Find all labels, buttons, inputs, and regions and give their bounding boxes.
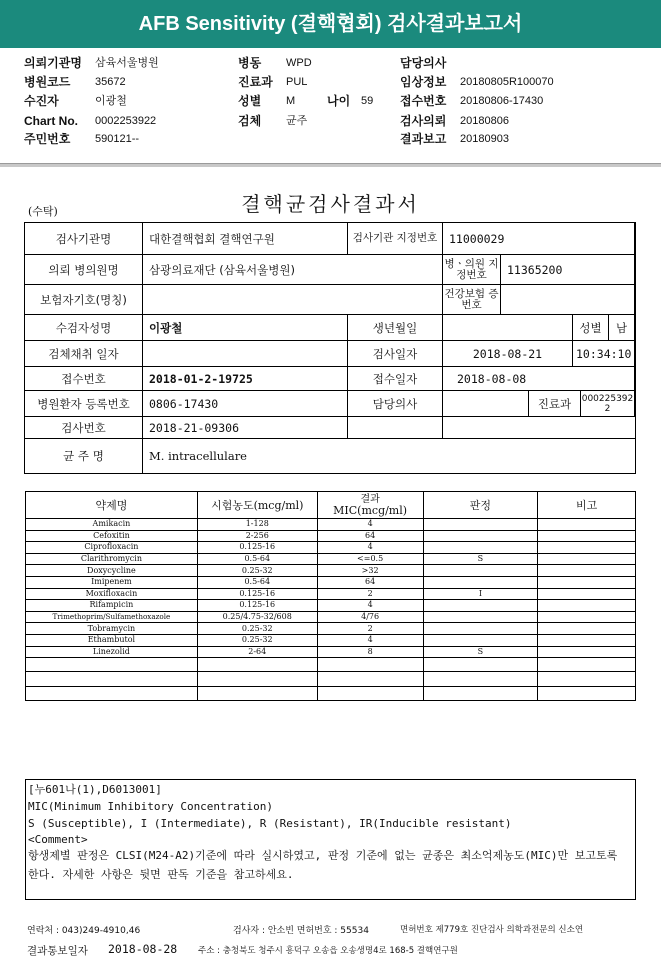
cell-judge (423, 519, 538, 531)
cell-empty (26, 686, 198, 700)
hosp-code-value: 11365200 (501, 255, 635, 285)
field-label: 주민번호 (24, 132, 71, 146)
field-label: 검체 (238, 114, 262, 128)
cell-note (538, 634, 636, 646)
cell-empty (423, 658, 538, 672)
field-value: 0002253922 (95, 115, 157, 127)
dept-label: 진료과 (529, 391, 581, 417)
field-value: 균주 (286, 115, 308, 127)
field-value: 20180806 (460, 115, 509, 127)
cell-note (538, 553, 636, 565)
document-title: 결핵균검사결과서 (241, 192, 420, 216)
cell-conc: 0.5-64 (197, 553, 317, 565)
birth-value (443, 315, 573, 341)
field-label: 수진자 (24, 94, 59, 108)
cell-empty (197, 658, 317, 672)
footer-contact: 연락처 : 043)249-4910,46 (27, 926, 141, 936)
table-row-empty (26, 686, 636, 700)
cell-mic: 4/76 (317, 611, 423, 623)
field-value: 이광철 (95, 95, 127, 107)
cell-conc: 0.125-16 (197, 588, 317, 600)
field-label: 접수번호 (400, 94, 447, 108)
cell-judge: S (423, 553, 538, 565)
cell-conc: 2-64 (197, 646, 317, 658)
doctor-label: 담당의사 (348, 391, 443, 417)
cell-empty (423, 672, 538, 686)
comment-line: MIC(Minimum Inhibitory Concentration) (28, 799, 274, 813)
field-label: 검사의뢰 (400, 114, 447, 128)
cell-empty (538, 672, 636, 686)
field-value: 20180806-17430 (460, 95, 544, 107)
cell-empty (317, 686, 423, 700)
footer-notify-date: 2018-08-28 (108, 942, 178, 956)
patient-info-table (24, 222, 636, 474)
field-value: M (286, 95, 296, 107)
comment-line: S (Susceptible), I (Intermediate), R (Resistant), IR(Inducible resistant) (28, 817, 512, 830)
cell-mic: 4 (317, 542, 423, 554)
table-row (26, 553, 636, 565)
cell-drug: Doxycycline (26, 565, 198, 577)
cell-conc: 0.25-32 (197, 565, 317, 577)
inst-code-value: 11000029 (443, 223, 635, 255)
comment-box (25, 779, 636, 900)
cell-conc: 0.125-16 (197, 600, 317, 612)
patient-label: 수검자성명 (25, 315, 143, 341)
testno-blank (348, 417, 443, 439)
footer-address: 주소 : 충청북도 청주시 흥덕구 오송읍 오송생명4로 168-5 결핵연구원 (198, 946, 458, 956)
footer-license: 면허번호 제779호 진단검사 의학과전문의 신소연 (400, 925, 584, 935)
cell-judge: S (423, 646, 538, 658)
cell-mic: 4 (317, 519, 423, 531)
inst-value: 대한결핵협회 결핵연구원 (143, 223, 348, 255)
cell-empty (197, 672, 317, 686)
cell-note (538, 600, 636, 612)
table-row-empty (26, 658, 636, 672)
patient-value: 이광철 (143, 315, 348, 341)
cell-mic: 4 (317, 600, 423, 612)
consignment-tag: (수탁) (28, 205, 58, 218)
hosp-value: 삼광의료재단 (삼육서울병원) (143, 255, 443, 285)
cell-drug: Cefoxitin (26, 530, 198, 542)
cell-note (538, 530, 636, 542)
table-row-empty (26, 672, 636, 686)
table-row (26, 611, 636, 623)
table-row (26, 519, 636, 531)
hosp-label: 의뢰 병의원명 (25, 255, 143, 285)
cell-conc: 0.5-64 (197, 576, 317, 588)
cell-mic: >32 (317, 565, 423, 577)
insurer-label: 보험자기호(명칭) (25, 285, 143, 315)
header-info (0, 52, 661, 162)
cell-mic: 64 (317, 530, 423, 542)
hosp-code-label: 병ㆍ의원 지정번호 (443, 255, 501, 285)
field-value: 삼육서울병원 (95, 57, 159, 69)
cell-note (538, 623, 636, 635)
cell-drug: Moxifloxacin (26, 588, 198, 600)
report-title: AFB Sensitivity (결핵협회) 검사결과보고서 (0, 0, 661, 48)
col-mic (317, 492, 423, 519)
cell-mic: 2 (317, 588, 423, 600)
cell-note (538, 588, 636, 600)
strain-value: M. intracellulare (149, 449, 247, 463)
field-label: 결과보고 (400, 132, 447, 146)
field-value: PUL (286, 76, 308, 88)
receipt-date-value: 2018-08-08 (443, 367, 635, 391)
field-value: 20180805R100070 (460, 76, 554, 88)
cell-judge (423, 565, 538, 577)
cell-note (538, 565, 636, 577)
cell-note (538, 519, 636, 531)
table-row (26, 646, 636, 658)
cell-judge (423, 542, 538, 554)
cell-mic: 8 (317, 646, 423, 658)
cell-conc: 0.25-32 (197, 623, 317, 635)
field-label: 담당의사 (400, 56, 447, 70)
cell-note (538, 542, 636, 554)
cell-drug: Amikacin (26, 519, 198, 531)
section-divider (0, 163, 661, 167)
cell-note (538, 576, 636, 588)
cell-mic: 64 (317, 576, 423, 588)
cell-conc: 0.25/4.75-32/608 (197, 611, 317, 623)
inst-code-label: 검사기관 지정번호 (348, 223, 443, 255)
cell-empty (317, 658, 423, 672)
comment-line: <Comment> (28, 832, 88, 846)
table-row (26, 623, 636, 635)
testno-blank (443, 417, 635, 439)
field-label: 나이 (327, 94, 351, 108)
strain-label: 균 주 명 (25, 439, 143, 473)
field-label: 병원코드 (24, 75, 71, 89)
field-value: WPD (286, 57, 312, 69)
test-date-label: 검사일자 (348, 341, 443, 367)
field-label: 임상정보 (400, 75, 447, 89)
col-conc: 시험농도(mcg/ml) (197, 492, 317, 519)
insurer-value (143, 285, 443, 315)
drug-rows (26, 519, 636, 701)
inst-label: 검사기관명 (25, 223, 143, 255)
cell-drug: Ethambutol (26, 634, 198, 646)
cell-empty (197, 686, 317, 700)
field-label: 성별 (238, 94, 262, 108)
cell-empty (26, 658, 198, 672)
field-value: 20180903 (460, 133, 509, 145)
cell-judge (423, 634, 538, 646)
cell-mic: 4 (317, 634, 423, 646)
birth-label: 생년월일 (348, 315, 443, 341)
table-row (26, 634, 636, 646)
cell-drug: Tobramycin (26, 623, 198, 635)
cell-conc: 0.25-32 (197, 634, 317, 646)
receipt-date-label: 접수일자 (348, 367, 443, 391)
drug-sensitivity-table (25, 491, 636, 701)
health-code-label: 건강보험 증번호 (443, 285, 501, 315)
col-judge: 판정 (423, 492, 538, 519)
cell-conc: 0.125-16 (197, 542, 317, 554)
cell-drug: Clarithromycin (26, 553, 198, 565)
cell-drug: Linezolid (26, 646, 198, 658)
reg-value: 0806-17430 (143, 391, 348, 417)
col-drug: 약제명 (26, 492, 198, 519)
col-mic-bottom: MIC(mcg/ml) (333, 504, 408, 517)
health-code-value (501, 285, 635, 315)
cell-empty (538, 658, 636, 672)
field-label: 진료과 (238, 75, 273, 89)
comment-text: 항생제별 판정은 CLSI(M24-A2)기준에 따라 실시하였고, 판정 기준에 없는 균종은 최소억제농도(MIC)만 보고토록 한다. 자세한 사항은 뒷면 판독 기준을 참고하세요. (28, 849, 618, 881)
field-value: 590121-- (95, 133, 140, 145)
field-label: Chart No. (24, 114, 78, 128)
receipt-value: 2018-01-2-19725 (143, 367, 348, 391)
cell-empty (317, 672, 423, 686)
comment-line: [누601나(1),D6013001] (28, 783, 162, 796)
cell-drug: Ciprofloxacin (26, 542, 198, 554)
cell-judge: I (423, 588, 538, 600)
field-value: 59 (361, 95, 374, 107)
collect-label: 검체채취 일자 (25, 341, 143, 367)
cell-note (538, 611, 636, 623)
cell-conc: 2-256 (197, 530, 317, 542)
table-row (26, 588, 636, 600)
field-label: 병동 (238, 56, 262, 70)
cell-drug: Trimethoprim/Sulfamethoxazole (26, 611, 198, 623)
table-row (26, 576, 636, 588)
table-header-row (26, 492, 636, 519)
cell-empty (423, 686, 538, 700)
reg-label: 병원환자 등록번호 (25, 391, 143, 417)
cell-mic: 2 (317, 623, 423, 635)
field-label: 의뢰기관명 (24, 56, 82, 70)
doctor-value (443, 391, 529, 417)
cell-mic: <=0.5 (317, 553, 423, 565)
field-value: 35672 (95, 76, 126, 88)
sex-value: 남 (609, 315, 635, 341)
table-row (26, 530, 636, 542)
col-mic-top: 결과 (360, 494, 380, 505)
collect-value (143, 341, 348, 367)
cell-empty (26, 672, 198, 686)
cell-judge (423, 576, 538, 588)
testno-value: 2018-21-09306 (143, 417, 348, 439)
cell-judge (423, 623, 538, 635)
footer-notify-label: 결과통보일자 (27, 945, 88, 957)
sex-label: 성별 (573, 315, 609, 341)
testno-label: 검사번호 (25, 417, 143, 439)
table-row (26, 565, 636, 577)
table-row (26, 542, 636, 554)
dept-value: 0002253922 (581, 391, 635, 417)
receipt-label: 접수번호 (25, 367, 143, 391)
cell-drug: Rifampicin (26, 600, 198, 612)
cell-judge (423, 611, 538, 623)
cell-judge (423, 600, 538, 612)
col-note: 비고 (538, 492, 636, 519)
test-date-value: 2018-08-21 (443, 341, 573, 367)
cell-empty (538, 686, 636, 700)
cell-note (538, 646, 636, 658)
test-time-value: 10:34:10 (573, 341, 635, 367)
footer-tester: 검사자 : 안소빈 면허번호 : 55534 (233, 926, 369, 936)
cell-judge (423, 530, 538, 542)
cell-drug: Imipenem (26, 576, 198, 588)
cell-conc: 1-128 (197, 519, 317, 531)
table-row (26, 600, 636, 612)
